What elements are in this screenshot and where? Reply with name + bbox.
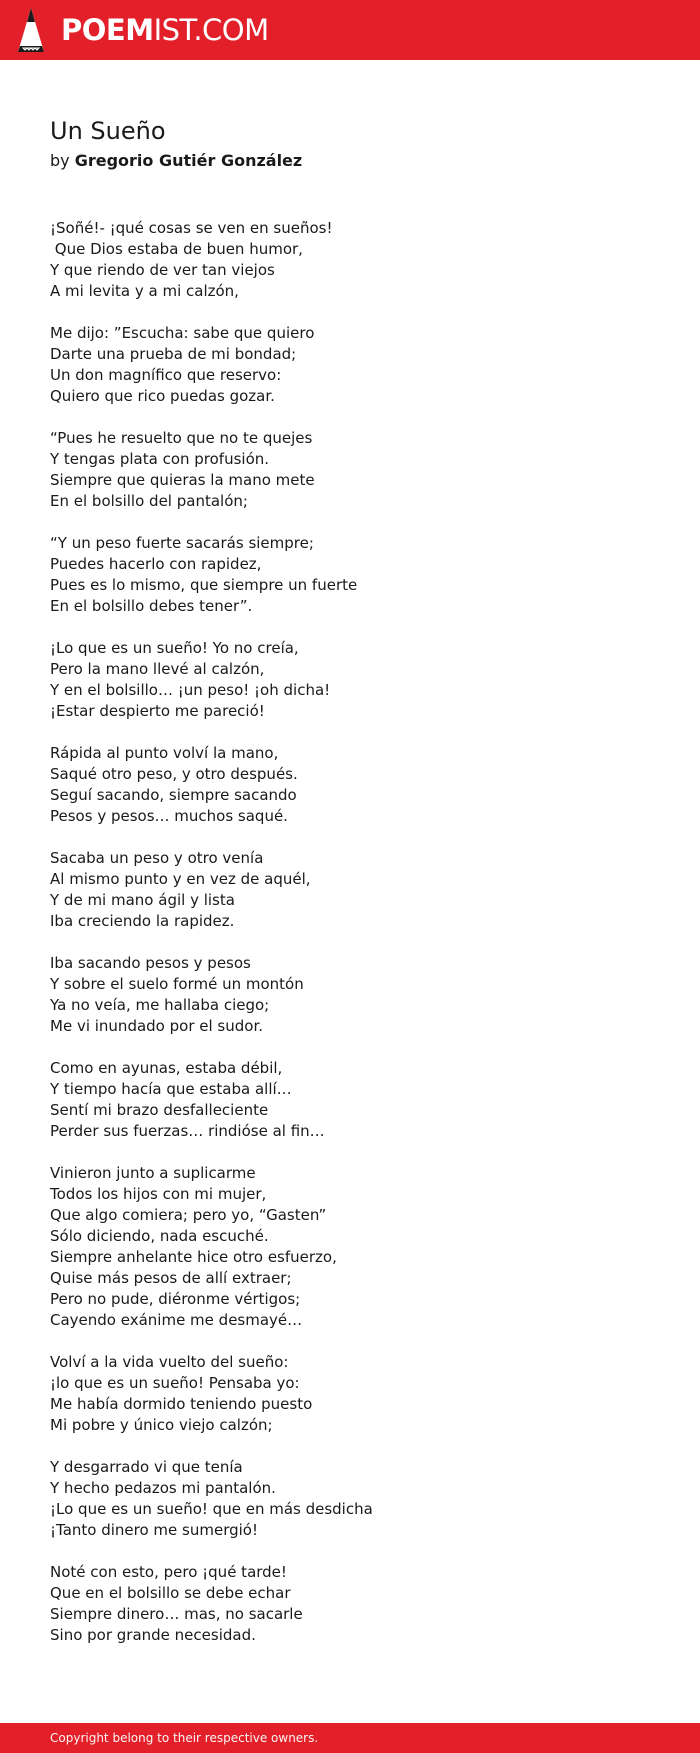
logo-bold-text: POEM (61, 13, 154, 47)
logo-light-text: IST.COM (153, 13, 269, 47)
stanza (50, 1562, 650, 1646)
poem-line: Y tiempo hacía que estaba allí… (50, 1080, 292, 1098)
poem-body (50, 218, 650, 1667)
stanza (50, 638, 650, 722)
poem-line: En el bolsillo del pantalón; (50, 492, 248, 510)
poem-line: Siempre que quieras la mano mete (50, 471, 315, 489)
poem-line: Me dijo: ”Escucha: sabe que quiero (50, 324, 315, 342)
stanza (50, 1058, 650, 1142)
stanza (50, 428, 650, 512)
poem-line: Cayendo exánime me desmayé… (50, 1311, 303, 1329)
poem-line: Pues es lo mismo, que siempre un fuerte (50, 576, 358, 594)
poem-line: Rápida al punto volví la mano, (50, 744, 279, 762)
poem-line: Y tengas plata con profusión. (50, 450, 270, 468)
poem-line: Siempre anhelante hice otro esfuerzo, (50, 1248, 337, 1266)
site-logo[interactable] (61, 10, 269, 50)
poem-line: Ya no veía, me hallaba ciego; (50, 996, 270, 1014)
poem-line: Saqué otro peso, y otro después. (50, 765, 298, 783)
poem-line: ¡Tanto dinero me sumergió! (50, 1521, 258, 1539)
poem-line: Y hecho pedazos mi pantalón. (50, 1479, 276, 1497)
site-footer (0, 1723, 700, 1753)
poem-line: Pero la mano llevé al calzón, (50, 660, 265, 678)
poem-line: ¡Lo que es un sueño! que en más desdicha (50, 1500, 373, 1518)
stanza (50, 848, 650, 932)
by-label: by (50, 151, 70, 170)
poem-heading (50, 114, 650, 172)
poem-line: Que Dios estaba de buen humor, (50, 240, 303, 258)
poem-line: Darte una prueba de mi bondad; (50, 345, 297, 363)
footer-copyright: Copyright belong to their respective owners. (50, 1731, 319, 1745)
poem-line: En el bolsillo debes tener”. (50, 597, 253, 615)
poem-line: Y que riendo de ver tan viejos (50, 261, 275, 279)
poem-line: Quiero que rico puedas gozar. (50, 387, 275, 405)
poem-line: Siempre dinero… mas, no sacarle (50, 1605, 303, 1623)
poem-line: A mi levita y a mi calzón, (50, 282, 239, 300)
poem-line: Iba creciendo la rapidez. (50, 912, 235, 930)
stanza (50, 1352, 650, 1436)
poem-line: Que en el bolsillo se debe echar (50, 1584, 291, 1602)
stanza (50, 533, 650, 617)
stanza (50, 1163, 650, 1331)
poem-line: Pero no pude, diéronme vértigos; (50, 1290, 301, 1308)
poem-line: Noté con esto, pero ¡qué tarde! (50, 1563, 287, 1581)
poem-line: ¡Lo que es un sueño! Yo no creía, (50, 639, 299, 657)
poem-line: Que algo comiera; pero yo, “Gasten” (50, 1206, 327, 1224)
stanza (50, 323, 650, 407)
poem-line: Sino por grande necesidad. (50, 1626, 256, 1644)
poem-line: Sentí mi brazo desfalleciente (50, 1101, 269, 1119)
poem-line: “Y un peso fuerte sacarás siempre; (50, 534, 314, 552)
poem-line: Al mismo punto y en vez de aquél, (50, 870, 311, 888)
stanza (50, 1457, 650, 1541)
poem-line: Seguí sacando, siempre sacando (50, 786, 297, 804)
poem-line: Vinieron junto a suplicarme (50, 1164, 256, 1182)
byline (50, 150, 650, 172)
stanza (50, 953, 650, 1037)
poem-line: ¡Estar despierto me pareció! (50, 702, 265, 720)
poem-line: Un don magnífico que reservo: (50, 366, 282, 384)
pencil-logo-icon[interactable] (18, 8, 44, 52)
poem-line: Quise más pesos de allí extraer; (50, 1269, 292, 1287)
poem-line: Volví a la vida vuelto del sueño: (50, 1353, 289, 1371)
poem-line: Todos los hijos con mi mujer, (50, 1185, 267, 1203)
stanza (50, 218, 650, 302)
poem-line: Perder sus fuerzas… rindióse al fin… (50, 1122, 325, 1140)
poem-line: Como en ayunas, estaba débil, (50, 1059, 283, 1077)
poem-line: Y en el bolsillo… ¡un peso! ¡oh dicha! (50, 681, 331, 699)
site-header (0, 0, 700, 60)
poem-title: Un Sueño (50, 117, 166, 145)
poem-line: Y sobre el suelo formé un montón (50, 975, 304, 993)
poem-line: ¡lo que es un sueño! Pensaba yo: (50, 1374, 300, 1392)
poem-line: Y desgarrado vi que tenía (50, 1458, 243, 1476)
poem-line: Y de mi mano ágil y lista (50, 891, 235, 909)
poem-line: Sólo diciendo, nada escuché. (50, 1227, 269, 1245)
poem-line: Me vi inundado por el sudor. (50, 1017, 263, 1035)
poem-line: Mi pobre y único viejo calzón; (50, 1416, 273, 1434)
poem-line: Sacaba un peso y otro venía (50, 849, 264, 867)
poem-line: Me había dormido teniendo puesto (50, 1395, 313, 1413)
poem-author: Gregorio Gutiér González (74, 151, 303, 170)
poem-line: Puedes hacerlo con rapidez, (50, 555, 262, 573)
poem-line: ¡Soñé!- ¡qué cosas se ven en sueños! (50, 219, 333, 237)
poem-line: “Pues he resuelto que no te quejes (50, 429, 313, 447)
poem-line: Pesos y pesos… muchos saqué. (50, 807, 288, 825)
stanza (50, 743, 650, 827)
poem-line: Iba sacando pesos y pesos (50, 954, 251, 972)
